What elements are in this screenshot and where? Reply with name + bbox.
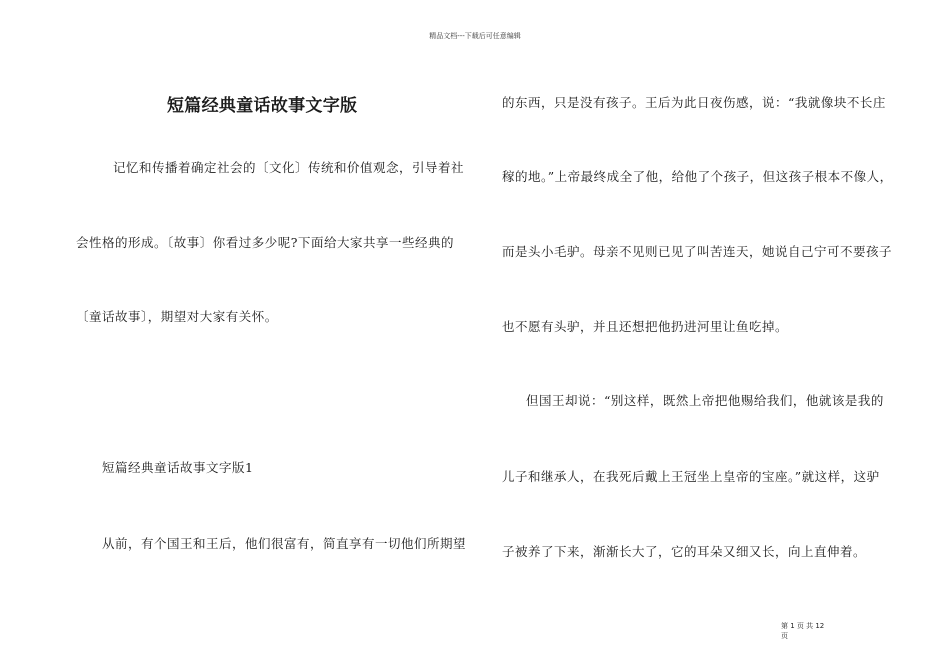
- paragraph-line: 会性格的形成。〔故事〕你看过多少呢?下面给大家共享一些经典的: [76, 235, 454, 250]
- paragraph-line: 但国王却说：“别这样，既然上帝把他赐给我们，他就该是我的: [526, 393, 884, 408]
- paragraph-line: 稼的地。”上帝最终成全了他，给他了个孩子，但这孩子根本不像人，: [502, 169, 893, 184]
- document-title: 短篇经典童话故事文字版: [167, 96, 358, 116]
- paragraph-line: 的东西，只是没有孩子。王后为此日夜伤感，说：“我就像块不长庄: [502, 95, 886, 110]
- document-header: 精品文档---下载后可任意编辑: [429, 32, 521, 40]
- paragraph-line: 记忆和传播着确定社会的〔文化〕传统和价值观念，引导着社: [113, 160, 465, 175]
- paragraph-line: 从前，有个国王和王后，他们很富有，简直享有一切他们所期望: [102, 536, 467, 551]
- paragraph-line: 而是头小毛驴。母亲不见则已见了叫苦连天，她说自己宁可不要孩子: [502, 244, 893, 259]
- paragraph-line: 也不愿有头驴，并且还想把他扔进河里让鱼吃掉。: [502, 319, 789, 334]
- section-heading: 短篇经典童话故事文字版1: [102, 460, 254, 475]
- paragraph-line: 儿子和继承人，在我死后戴上王冠坐上皇帝的宝座。”就这样，这驴: [502, 469, 880, 484]
- paragraph-line: 子被养了下来，渐渐长大了，它的耳朵又细又长，向上直伸着。: [502, 544, 867, 559]
- page-number-line: 页: [781, 632, 788, 640]
- page-number-line: 第 1 页 共 12: [781, 622, 825, 630]
- paragraph-line: 〔童话故事〕，期望对大家有关怀。: [76, 309, 278, 324]
- page-number: [781, 621, 824, 641]
